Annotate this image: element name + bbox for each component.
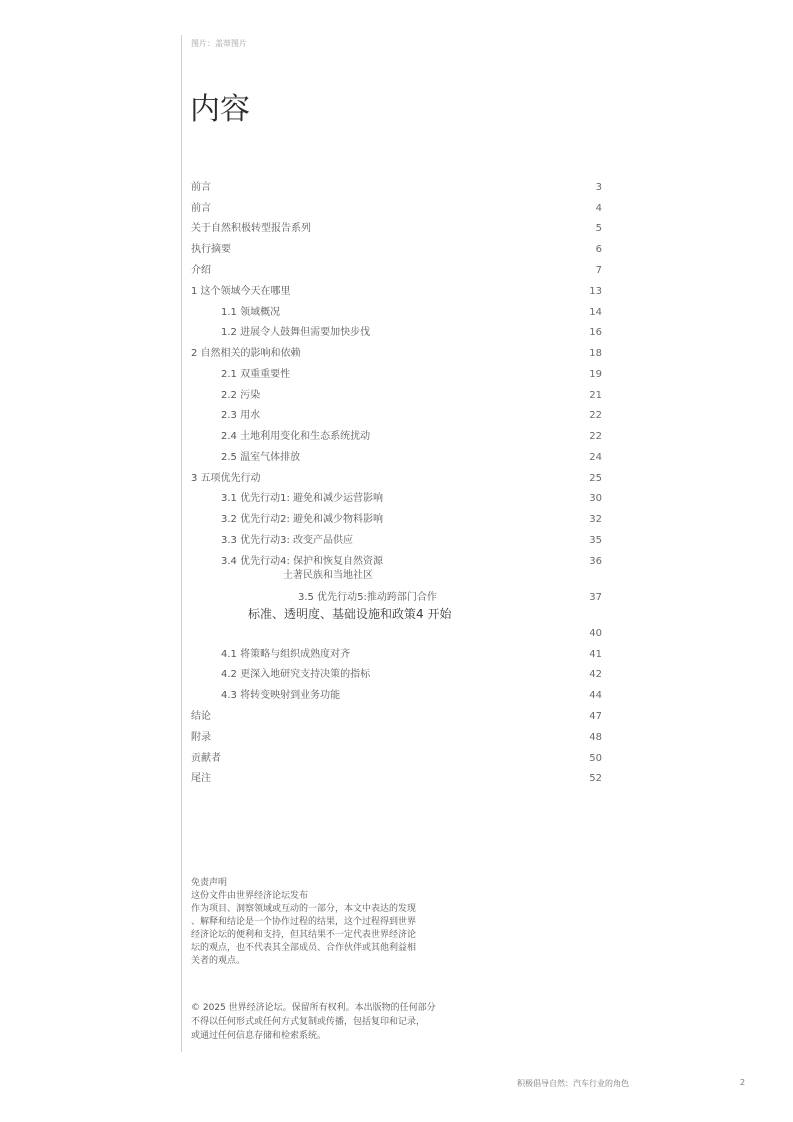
toc-entry-label: 2.3 用水 [221, 410, 261, 421]
toc-entry[interactable] [191, 607, 602, 621]
disclaimer-publisher: 这份文件由世界经济论坛发布 [191, 891, 309, 901]
toc-entry-page: 47 [589, 711, 602, 722]
toc-entry-page: 52 [589, 773, 602, 784]
toc-entry-page: 22 [589, 410, 602, 421]
toc-entry-label: 1.1 领域概况 [221, 307, 281, 318]
toc-subentry[interactable] [191, 389, 602, 403]
toc-entry-page: 30 [589, 493, 602, 504]
toc-entry-page: 24 [589, 452, 602, 463]
toc-entry-label-continued: 土著民族和当地社区 [283, 570, 373, 581]
toc-subentry[interactable] [191, 430, 602, 444]
toc-entry-label: 2 自然相关的影响和依赖 [191, 348, 301, 359]
toc-entry[interactable] [191, 243, 602, 257]
toc-entry-label: 4.1 将策略与组织成熟度对齐 [221, 649, 351, 660]
toc-entry-label: 介绍 [191, 265, 211, 276]
toc-subentry[interactable] [191, 368, 602, 382]
toc-entry-label: 结论 [191, 711, 211, 722]
toc-subentry[interactable] [191, 326, 602, 340]
image-caption: 图片：盖蒂图片 [191, 39, 247, 48]
toc-subentry[interactable] [191, 534, 602, 548]
toc-entry-page: 21 [589, 390, 602, 401]
disclaimer-text-line: 关者的观点。 [191, 956, 246, 966]
toc-entry[interactable] [191, 202, 602, 216]
toc-entry-label: 前言 [191, 182, 211, 193]
disclaimer-text-line: 经济论坛的便利和支持，但其结果不一定代表世界经济论 [191, 930, 417, 940]
toc-entry-label: 4.2 更深入地研究支持决策的指标 [221, 669, 371, 680]
toc-entry-page: 37 [589, 592, 602, 603]
toc-entry-label: 3.2 优先行动2: 避免和减少物料影响 [221, 514, 383, 525]
toc-subentry[interactable] [191, 513, 602, 527]
toc-entry[interactable] [191, 772, 602, 786]
toc-entry[interactable] [191, 347, 602, 361]
toc-entry-label: 3.5 优先行动5:推动跨部门合作 [298, 592, 437, 603]
copyright-line: © 2025 世界经济论坛。保留所有权利。本出版物的任何部分 [191, 1003, 436, 1013]
toc-entry-page: 4 [595, 203, 602, 214]
toc-entry-label: 3 五项优先行动 [191, 473, 261, 484]
disclaimer [191, 877, 451, 968]
toc-entry-page: 6 [595, 244, 602, 255]
toc-entry-page: 35 [589, 535, 602, 546]
toc-entry-page: 41 [589, 649, 602, 660]
toc-entry-page: 13 [589, 286, 602, 297]
toc-entry-page: 14 [589, 307, 602, 318]
toc-entry-label: 1.2 进展令人鼓舞但需要加快步伐 [221, 327, 371, 338]
footer-page-number: 2 [740, 1078, 746, 1087]
toc-subentry[interactable] [191, 555, 602, 581]
toc-entry[interactable] [191, 181, 602, 195]
copyright-notice [191, 1001, 461, 1043]
toc-entry-page: 42 [589, 669, 602, 680]
toc-entry-label: 贡献者 [191, 753, 221, 764]
toc-entry[interactable] [191, 285, 602, 299]
toc-entry-page: 50 [589, 753, 602, 764]
toc-entry-label: 2.1 双重重要性 [221, 369, 291, 380]
toc-entry-label: 2.2 污染 [221, 390, 261, 401]
toc-subentry[interactable] [191, 648, 602, 662]
copyright-line: 不得以任何形式或任何方式复制或传播，包括复印和记录， [191, 1017, 426, 1027]
copyright-line: 或通过任何信息存储和检索系统。 [191, 1031, 327, 1041]
toc-subentry[interactable] [191, 668, 602, 682]
disclaimer-text-line: 坛的观点，也不代表其全部成员、合作伙伴或其他利益相 [191, 943, 417, 953]
toc-entry-label: 尾注 [191, 773, 211, 784]
toc-entry-page: 40 [589, 628, 602, 639]
toc-entry[interactable] [191, 710, 602, 724]
toc-entry-label: 4.3 将转变映射到业务功能 [221, 690, 341, 701]
toc-entry-label: 3.4 优先行动4: 保护和恢复自然资源 [221, 556, 383, 567]
toc-entry-page: 36 [589, 556, 602, 567]
toc-entry[interactable] [191, 472, 602, 486]
toc-entry[interactable] [191, 627, 602, 641]
toc-entry-page: 19 [589, 369, 602, 380]
toc-subentry[interactable] [191, 451, 602, 465]
toc-entry-page: 16 [589, 327, 602, 338]
toc-entry-label: 附录 [191, 732, 211, 743]
toc-entry-label: 关于自然积极转型报告系列 [191, 223, 311, 234]
page-title: 内容 [190, 92, 250, 127]
toc-entry-label: 执行摘要 [191, 244, 231, 255]
toc-entry-label: 前言 [191, 203, 211, 214]
toc-subentry[interactable] [191, 591, 602, 605]
toc-entry[interactable] [191, 264, 602, 278]
toc-entry[interactable] [191, 752, 602, 766]
toc-subentry[interactable] [191, 492, 602, 506]
toc-entry-label: 1 这个领域今天在哪里 [191, 286, 291, 297]
toc-entry-label: 3.3 优先行动3: 改变产品供应 [221, 535, 353, 546]
toc-subentry[interactable] [191, 306, 602, 320]
toc-entry[interactable] [191, 731, 602, 745]
toc-entry-label: 3.1 优先行动1: 避免和减少运营影响 [221, 493, 383, 504]
toc-entry-page: 25 [589, 473, 602, 484]
toc-entry-page: 5 [595, 223, 602, 234]
toc-entry-label: 2.4 土地利用变化和生态系统扰动 [221, 431, 371, 442]
footer-report-title: 积极倡导自然：汽车行业的角色 [517, 1079, 629, 1088]
toc-subentry[interactable] [191, 689, 602, 703]
disclaimer-text-line: 作为项目、洞察领域或互动的一部分，本文中表达的发现 [191, 904, 417, 914]
toc-subentry[interactable] [191, 409, 602, 423]
toc-entry-page: 22 [589, 431, 602, 442]
disclaimer-text-line: 、解释和结论是一个协作过程的结果，这个过程得到世界 [191, 917, 417, 927]
toc-entry-page: 3 [595, 182, 602, 193]
toc-entry-page: 48 [589, 732, 602, 743]
toc-entry[interactable] [191, 222, 602, 236]
left-rule [181, 35, 182, 1052]
toc-entry-label: 标准、透明度、基础设施和政策4 开始 [248, 607, 452, 621]
toc-entry-label: 2.5 温室气体排放 [221, 452, 301, 463]
toc-entry-page: 44 [589, 690, 602, 701]
toc-entry-page: 7 [595, 265, 602, 276]
toc-entry-page: 32 [589, 514, 602, 525]
disclaimer-heading: 免责声明 [191, 878, 228, 888]
toc-entry-page: 18 [589, 348, 602, 359]
